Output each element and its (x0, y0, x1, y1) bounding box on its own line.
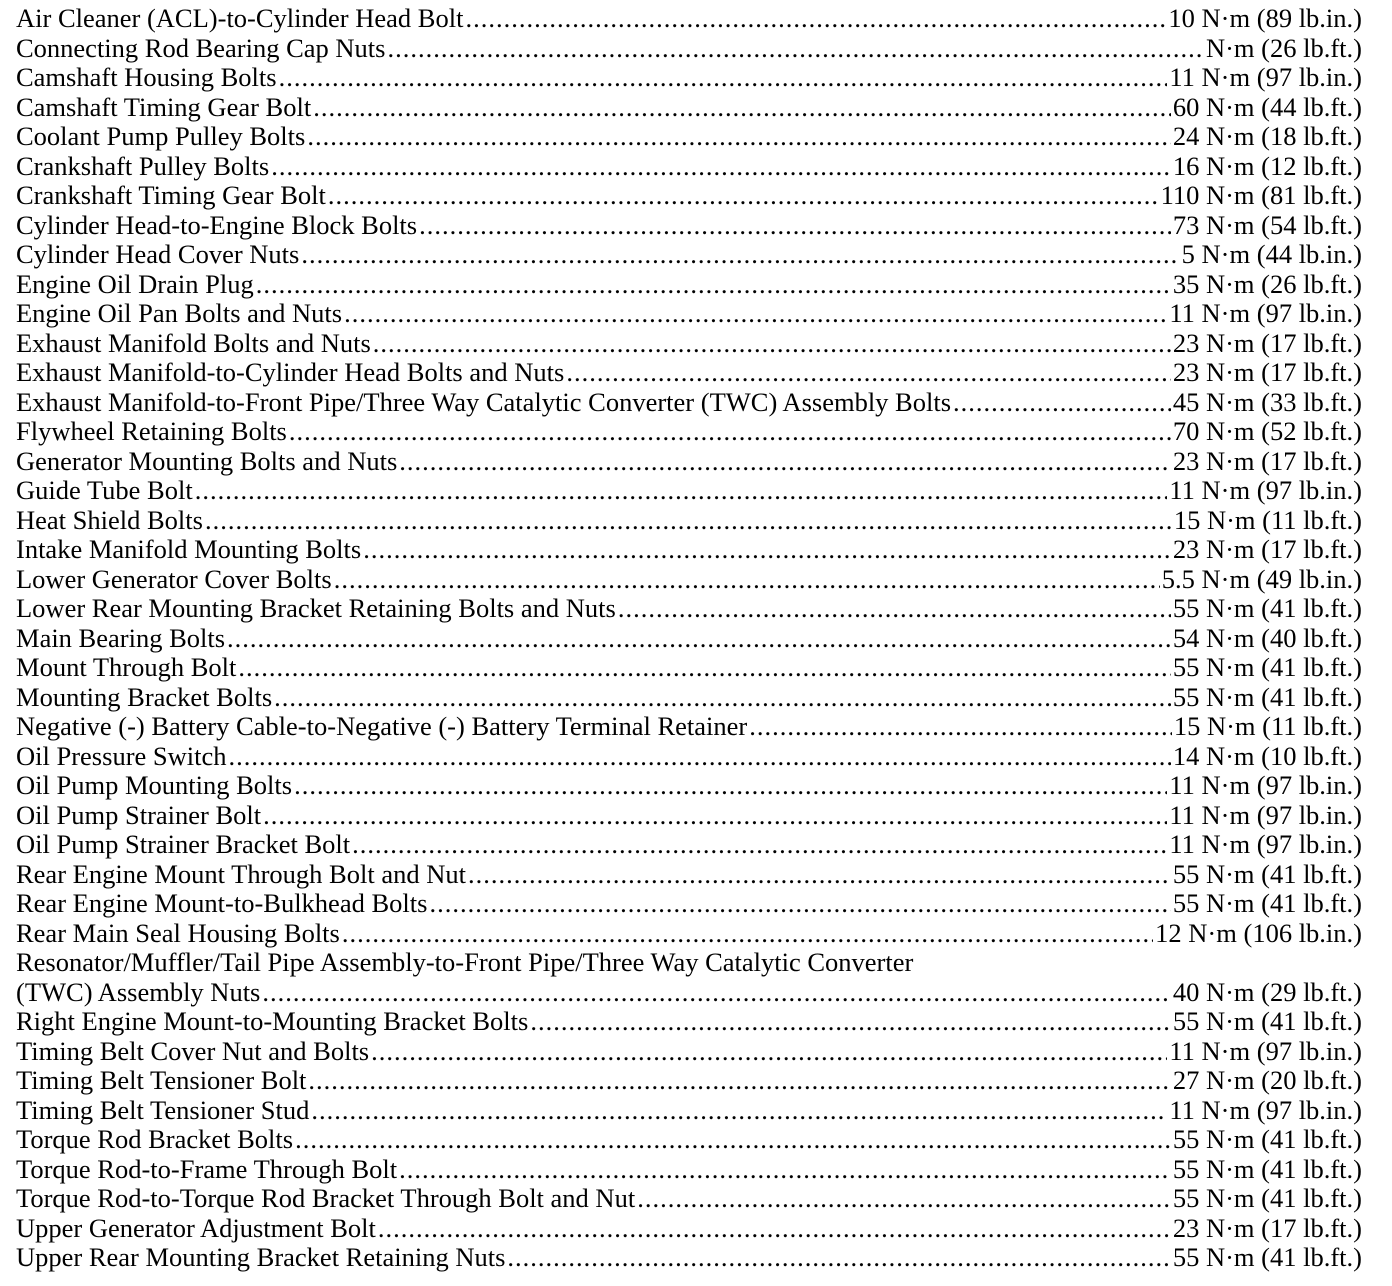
dot-leader (279, 63, 1168, 93)
spec-value: 11 N·m (97 lb.in.) (1169, 1095, 1362, 1125)
spec-value: 11 N·m (97 lb.in.) (1169, 1036, 1362, 1066)
spec-row (16, 830, 1362, 860)
spec-value: 12 N·m (106 lb.in.) (1155, 918, 1362, 948)
dot-leader (205, 506, 1172, 536)
spec-row (16, 742, 1362, 772)
spec-value: 73 N·m (54 lb.ft.) (1172, 210, 1362, 240)
dot-leader (307, 122, 1171, 152)
spec-label: Engine Oil Drain Plug (16, 269, 254, 299)
spec-value: 16 N·m (12 lb.ft.) (1172, 151, 1362, 181)
spec-value: 5.5 N·m (49 lb.in.) (1161, 564, 1362, 594)
dot-leader (566, 358, 1171, 388)
spec-value: 55 N·m (41 lb.ft.) (1172, 859, 1362, 889)
spec-label: Oil Pump Strainer Bolt (16, 800, 262, 830)
dot-leader (256, 270, 1171, 300)
spec-row (16, 1066, 1362, 1096)
spec-value: 45 N·m (33 lb.ft.) (1172, 387, 1362, 417)
dot-leader (344, 299, 1167, 329)
spec-row (16, 653, 1362, 683)
spec-label: Negative (-) Battery Cable-to-Negative (-) Battery Terminal Retainer (16, 712, 748, 741)
torque-spec-list (16, 4, 1362, 1273)
spec-value: 55 N·m (41 lb.ft.) (1172, 889, 1362, 918)
dot-leader (238, 653, 1170, 683)
spec-value: 10 N·m (89 lb.in.) (1168, 4, 1362, 33)
spec-value: 55 N·m (41 lb.ft.) (1172, 1243, 1362, 1272)
dot-leader (289, 417, 1171, 447)
spec-label: Camshaft Housing Bolts (16, 63, 277, 92)
spec-row (16, 358, 1362, 388)
dot-leader (195, 476, 1168, 506)
spec-label: Cylinder Head-to-Engine Block Bolts (16, 210, 418, 240)
spec-value: 55 N·m (41 lb.ft.) (1172, 1125, 1362, 1154)
dot-leader (274, 683, 1171, 713)
spec-row (16, 388, 1362, 418)
dot-leader (399, 447, 1171, 477)
spec-label: Crankshaft Pulley Bolts (16, 151, 270, 181)
spec-row (16, 1007, 1362, 1037)
spec-label: Torque Rod Bracket Bolts (16, 1125, 294, 1154)
spec-row (16, 1155, 1362, 1185)
dot-leader (399, 1155, 1171, 1185)
spec-row (16, 771, 1362, 801)
spec-label: Engine Oil Pan Bolts and Nuts (16, 299, 343, 328)
spec-label: Torque Rod-to-Frame Through Bolt (16, 1154, 398, 1184)
spec-value: 35 N·m (26 lb.ft.) (1172, 269, 1362, 299)
dot-leader (352, 830, 1167, 860)
dot-leader (388, 34, 1204, 64)
spec-row (16, 506, 1362, 536)
spec-label: Air Cleaner (ACL)-to-Cylinder Head Bolt (16, 4, 464, 33)
dot-leader (295, 1125, 1171, 1155)
spec-row (16, 122, 1362, 152)
spec-row (16, 948, 1362, 978)
dot-leader (313, 93, 1171, 123)
spec-value: 23 N·m (17 lb.ft.) (1172, 1213, 1362, 1243)
dot-leader (637, 1184, 1171, 1214)
dot-leader (229, 742, 1171, 772)
dot-leader (465, 4, 1166, 34)
spec-row (16, 801, 1362, 831)
spec-value: 55 N·m (41 lb.ft.) (1172, 594, 1362, 623)
spec-value: 23 N·m (17 lb.ft.) (1172, 358, 1362, 387)
dot-leader (311, 1096, 1167, 1126)
spec-label: Cylinder Head Cover Nuts (16, 240, 300, 269)
spec-row (16, 1184, 1362, 1214)
spec-value: 55 N·m (41 lb.ft.) (1172, 653, 1362, 682)
spec-label: Intake Manifold Mounting Bolts (16, 535, 362, 564)
dot-leader (419, 211, 1171, 241)
spec-value: 11 N·m (97 lb.in.) (1169, 800, 1362, 830)
spec-label: Main Bearing Bolts (16, 623, 226, 653)
spec-value: 40 N·m (29 lb.ft.) (1172, 977, 1362, 1007)
spec-label: Rear Main Seal Housing Bolts (16, 918, 340, 948)
spec-value: 15 N·m (11 lb.ft.) (1173, 712, 1362, 741)
spec-row (16, 1214, 1362, 1244)
spec-label: Oil Pump Strainer Bracket Bolt (16, 830, 351, 859)
spec-row (16, 1096, 1362, 1126)
dot-leader (429, 889, 1170, 919)
dot-leader (271, 152, 1171, 182)
spec-row (16, 594, 1362, 624)
spec-label: Right Engine Mount-to-Mounting Bracket Bolts (16, 1007, 529, 1036)
spec-value: N·m (26 lb.ft.) (1205, 33, 1362, 63)
spec-value: 5 N·m (44 lb.in.) (1181, 240, 1362, 269)
spec-value: 23 N·m (17 lb.ft.) (1172, 535, 1362, 564)
spec-label: Timing Belt Cover Nut and Bolts (16, 1036, 370, 1066)
spec-label: Exhaust Manifold-to-Cylinder Head Bolts and Nuts (16, 358, 565, 387)
dot-leader (378, 1214, 1171, 1244)
spec-row (16, 270, 1362, 300)
spec-label: Heat Shield Bolts (16, 505, 203, 535)
spec-label: Coolant Pump Pulley Bolts (16, 122, 306, 151)
spec-row (16, 683, 1362, 713)
spec-label: Timing Belt Tensioner Bolt (16, 1066, 307, 1095)
spec-row (16, 476, 1362, 506)
spec-label: Exhaust Manifold Bolts and Nuts (16, 328, 371, 358)
spec-label: Lower Rear Mounting Bracket Retaining Bolts and Nuts (16, 594, 616, 623)
spec-row (16, 329, 1362, 359)
spec-label: Lower Generator Cover Bolts (16, 564, 332, 594)
spec-label: Oil Pump Mounting Bolts (16, 771, 293, 800)
dot-leader (530, 1007, 1171, 1037)
dot-leader (263, 801, 1167, 831)
spec-value: 15 N·m (11 lb.ft.) (1173, 505, 1362, 535)
spec-label: (TWC) Assembly Nuts (16, 977, 261, 1007)
dot-leader (308, 1066, 1170, 1096)
spec-value: 11 N·m (97 lb.in.) (1169, 63, 1362, 92)
dot-leader (363, 535, 1171, 565)
dot-leader (373, 329, 1171, 359)
spec-row (16, 63, 1362, 93)
spec-value: 11 N·m (97 lb.in.) (1169, 771, 1362, 800)
spec-label: Oil Pressure Switch (16, 741, 227, 771)
spec-label: Torque Rod-to-Torque Rod Bracket Through Bolt and Nut (16, 1184, 636, 1213)
spec-value: 23 N·m (17 lb.ft.) (1172, 328, 1362, 358)
spec-row (16, 1037, 1362, 1067)
spec-row (16, 624, 1362, 654)
spec-value: 11 N·m (97 lb.in.) (1169, 299, 1362, 328)
dot-leader (328, 181, 1159, 211)
dot-leader (468, 860, 1171, 890)
spec-label: Flywheel Retaining Bolts (16, 417, 287, 446)
spec-label: Rear Engine Mount Through Bolt and Nut (16, 859, 466, 889)
spec-label: Upper Generator Adjustment Bolt (16, 1213, 376, 1243)
spec-value: 14 N·m (10 lb.ft.) (1172, 741, 1362, 771)
dot-leader (301, 240, 1179, 270)
dot-leader (749, 712, 1172, 742)
spec-value: 60 N·m (44 lb.ft.) (1172, 92, 1362, 122)
dot-leader (342, 919, 1153, 949)
spec-row (16, 211, 1362, 241)
spec-label: Camshaft Timing Gear Bolt (16, 92, 312, 122)
spec-row (16, 152, 1362, 182)
spec-label: Mount Through Bolt (16, 653, 237, 682)
spec-label: Exhaust Manifold-to-Front Pipe/Three Way Catalytic Converter (TWC) Assembly Bolts (16, 387, 952, 417)
spec-label: Mounting Bracket Bolts (16, 682, 273, 712)
spec-value: 110 N·m (81 lb.ft.) (1160, 181, 1362, 210)
spec-label: Generator Mounting Bolts and Nuts (16, 446, 398, 476)
spec-row (16, 93, 1362, 123)
spec-value: 11 N·m (97 lb.in.) (1169, 476, 1362, 505)
spec-label: Connecting Rod Bearing Cap Nuts (16, 33, 386, 63)
spec-row (16, 1243, 1362, 1273)
spec-row (16, 535, 1362, 565)
spec-row (16, 712, 1362, 742)
dot-leader (262, 978, 1170, 1008)
spec-value: 23 N·m (17 lb.ft.) (1172, 446, 1362, 476)
dot-leader (227, 624, 1171, 654)
dot-leader (618, 594, 1171, 624)
dot-leader (507, 1243, 1170, 1273)
spec-row (16, 417, 1362, 447)
spec-label: Resonator/Muffler/Tail Pipe Assembly-to-Front Pipe/Three Way Catalytic Converter (16, 948, 914, 977)
spec-row (16, 565, 1362, 595)
spec-row (16, 240, 1362, 270)
spec-value: 70 N·m (52 lb.ft.) (1172, 417, 1362, 446)
dot-leader (334, 565, 1160, 595)
spec-value: 54 N·m (40 lb.ft.) (1172, 623, 1362, 653)
spec-value: 55 N·m (41 lb.ft.) (1172, 1184, 1362, 1213)
spec-row (16, 34, 1362, 64)
spec-value: 11 N·m (97 lb.in.) (1169, 830, 1362, 859)
spec-label: Crankshaft Timing Gear Bolt (16, 181, 326, 210)
dot-leader (953, 388, 1171, 418)
spec-row (16, 299, 1362, 329)
spec-row (16, 860, 1362, 890)
spec-value: 24 N·m (18 lb.ft.) (1172, 122, 1362, 151)
spec-value: 55 N·m (41 lb.ft.) (1172, 1007, 1362, 1036)
dot-leader (371, 1037, 1167, 1067)
spec-label: Guide Tube Bolt (16, 476, 193, 505)
spec-value: 55 N·m (41 lb.ft.) (1172, 1154, 1362, 1184)
spec-row (16, 1125, 1362, 1155)
spec-label: Upper Rear Mounting Bracket Retaining Nuts (16, 1243, 506, 1272)
dot-leader (294, 771, 1167, 801)
spec-row (16, 447, 1362, 477)
spec-label: Rear Engine Mount-to-Bulkhead Bolts (16, 889, 428, 918)
spec-row (16, 889, 1362, 919)
spec-label: Timing Belt Tensioner Stud (16, 1095, 310, 1125)
spec-row (16, 978, 1362, 1008)
spec-value: 27 N·m (20 lb.ft.) (1172, 1066, 1362, 1095)
spec-row (16, 919, 1362, 949)
spec-row (16, 4, 1362, 34)
spec-value: 55 N·m (41 lb.ft.) (1172, 682, 1362, 712)
spec-row (16, 181, 1362, 211)
